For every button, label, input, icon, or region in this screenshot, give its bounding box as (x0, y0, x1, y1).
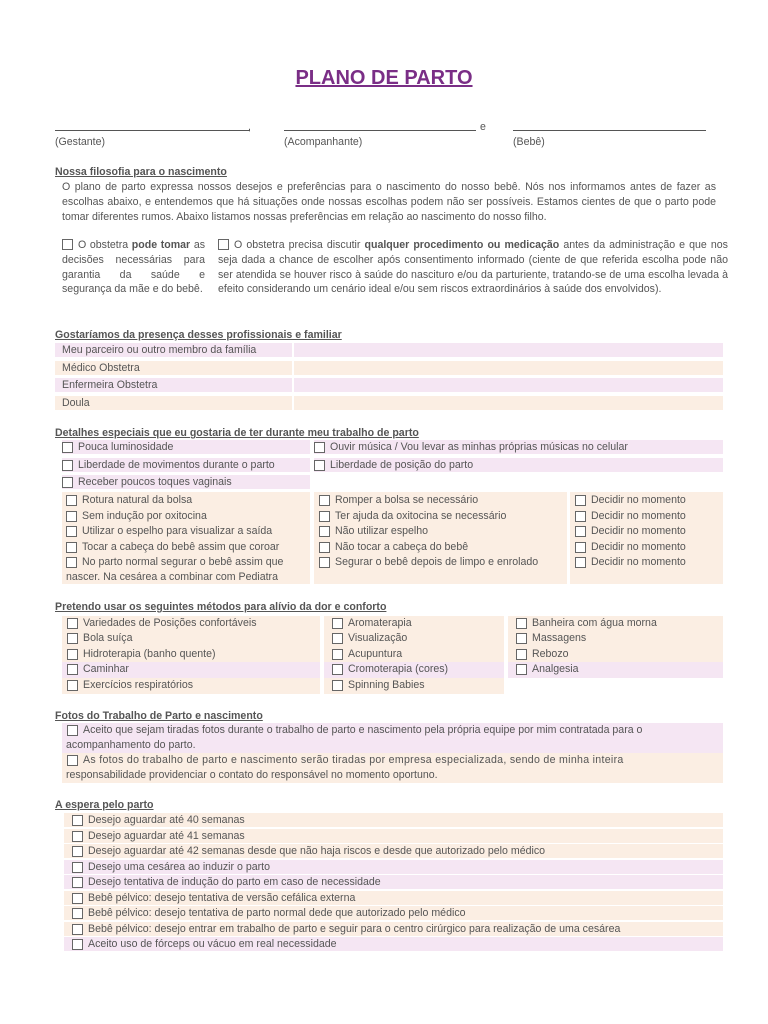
checkbox[interactable] (72, 846, 83, 857)
checkbox[interactable] (67, 618, 78, 629)
alivio-heading: Pretendo usar os seguintes métodos para alívio da dor e conforto (55, 601, 387, 613)
checkbox[interactable] (72, 893, 83, 904)
profissional-field[interactable] (294, 396, 723, 410)
espera-item: Desejo aguardar até 41 semanas (64, 829, 723, 843)
checkbox[interactable] (67, 664, 78, 675)
gestante-label: (Gestante) (55, 136, 106, 148)
checkbox[interactable] (319, 495, 330, 506)
checkbox[interactable] (62, 442, 73, 453)
detalhe-item: Não tocar a cabeça do bebê (319, 540, 468, 554)
espera-item: Desejo aguardar até 42 semanas desde que não haja riscos e desde que autorizado pelo médico (64, 844, 723, 858)
detalhe-item-cont: nascer. Na cesárea a combinar com Pediatra (66, 570, 278, 583)
alivio-item: Bola suíça (67, 631, 132, 645)
alivio-item: Aromaterapia (332, 616, 412, 630)
checkbox[interactable] (516, 649, 527, 660)
profissional-row: Enfermeira Obstetra (55, 378, 723, 392)
detalhe-item: Romper a bolsa se necessário (319, 493, 478, 507)
espera-heading: A espera pelo parto (55, 799, 154, 811)
checkbox[interactable] (332, 618, 343, 629)
fotos-option-cont: acompanhamento do parto. (66, 738, 196, 751)
checkbox[interactable] (72, 815, 83, 826)
alivio-item: Exercícios respiratórios (67, 678, 193, 692)
checkbox[interactable] (314, 442, 325, 453)
checkbox[interactable] (67, 680, 78, 691)
checkbox[interactable] (332, 664, 343, 675)
detalhe-item: Utilizar o espelho para visualizar a saída (66, 524, 272, 538)
checkbox[interactable] (67, 725, 78, 736)
profissional-field[interactable] (294, 343, 723, 357)
checkbox[interactable] (66, 511, 77, 522)
checkbox[interactable] (66, 557, 77, 568)
checkbox[interactable] (516, 618, 527, 629)
checkbox[interactable] (319, 511, 330, 522)
checkbox[interactable] (319, 526, 330, 537)
detalhe-item: Não utilizar espelho (319, 524, 428, 538)
alivio-item: Banheira com água morna (516, 616, 657, 630)
checkbox[interactable] (332, 633, 343, 644)
checkbox[interactable] (575, 557, 586, 568)
obstetra-option-right: O obstetra precisa discutir qualquer procedimento ou medicação antes da administração e que nos seja dada a chance de escolher após consentimento informado (ciente de que referida escolha pode não ser atendida se houver risco à saúde do nascituro e/ou da parturiente, tratando-se de uma escolha levada à efeito considerando um cenário ideal e/ou sem riscos extraordinários à saúde dos envolvidos). (218, 239, 728, 296)
checkbox[interactable] (332, 649, 343, 660)
checkbox[interactable] (66, 495, 77, 506)
profissional-row: Médico Obstetra (55, 361, 723, 375)
sig-comma: , (248, 121, 251, 133)
detalhe-item: Liberdade de posição do parto (314, 458, 723, 472)
checkbox[interactable] (516, 633, 527, 644)
checkbox[interactable] (72, 831, 83, 842)
checkbox[interactable] (575, 511, 586, 522)
fotos-option-cont: responsabilidade providenciar o contato do responsável no momento oportuno. (66, 768, 438, 781)
checkbox[interactable] (67, 649, 78, 660)
detalhe-item: Sem indução por oxitocina (66, 509, 207, 523)
espera-item: Aceito uso de fórceps ou vácuo em real necessidade (64, 937, 723, 951)
detalhe-item: Liberdade de movimentos durante o parto (62, 458, 310, 472)
profissional-field[interactable] (294, 361, 723, 375)
checkbox[interactable] (575, 495, 586, 506)
checkbox[interactable] (72, 862, 83, 873)
espera-item: Desejo aguardar até 40 semanas (64, 813, 723, 827)
alivio-item: Visualização (332, 631, 407, 645)
obstetra-option-left: O obstetra pode tomar as decisões necessárias para garantia da saúde e segurança da mãe e do bebê. (62, 239, 206, 296)
detalhe-item: No parto normal segurar o bebê assim que (66, 555, 283, 569)
checkbox[interactable] (575, 526, 586, 537)
alivio-item: Hidroterapia (banho quente) (67, 647, 216, 661)
detalhe-item: Receber poucos toques vaginais (62, 475, 310, 489)
fotos-heading: Fotos do Trabalho de Parto e nascimento (55, 710, 263, 722)
checkbox[interactable] (72, 908, 83, 919)
detalhe-item: Decidir no momento (575, 555, 686, 569)
checkbox[interactable] (314, 460, 325, 471)
checkbox[interactable] (319, 557, 330, 568)
alivio-item: Massagens (516, 631, 586, 645)
checkbox[interactable] (67, 633, 78, 644)
espera-item: Bebê pélvico: desejo tentativa de parto normal dede que autorizado pelo médico (64, 906, 723, 920)
checkbox[interactable] (218, 239, 229, 250)
alivio-item: Rebozo (516, 647, 569, 661)
detalhe-item: Pouca luminosidade (62, 440, 310, 454)
detalhe-item: Ouvir música / Vou levar as minhas próprias músicas no celular (314, 440, 723, 454)
acompanhante-line[interactable] (284, 130, 476, 131)
detalhe-item: Decidir no momento (575, 524, 686, 538)
profissional-row: Doula (55, 396, 723, 410)
checkbox[interactable] (67, 755, 78, 766)
detalhe-item: Tocar a cabeça do bebê assim que coroar (66, 540, 279, 554)
profissional-field[interactable] (294, 378, 723, 392)
bebe-label: (Bebê) (513, 136, 545, 148)
fotos-option: Aceito que sejam tiradas fotos durante o trabalho de parto e nascimento pela própria equipe por mim contratada para o (67, 723, 642, 737)
espera-item: Bebê pélvico: desejo entrar em trabalho de parto e seguir para o centro cirúrgico para realização de uma cesárea (64, 922, 723, 936)
page-title: PLANO DE PARTO (295, 67, 473, 89)
checkbox[interactable] (72, 939, 83, 950)
checkbox[interactable] (319, 542, 330, 553)
fotos-option: As fotos do trabalho de parto e nascimento serão tiradas por empresa especializada, sendo de minha inteira (67, 753, 715, 767)
detalhe-item: Decidir no momento (575, 540, 686, 554)
espera-item: Desejo uma cesárea ao induzir o parto (64, 860, 723, 874)
gestante-line[interactable] (55, 130, 250, 131)
alivio-item: Spinning Babies (332, 678, 425, 692)
filosofia-heading: Nossa filosofia para o nascimento (55, 166, 227, 178)
espera-item: Bebê pélvico: desejo tentativa de versão cefálica externa (64, 891, 723, 905)
alivio-item: Caminhar (67, 662, 129, 676)
alivio-item: Analgesia (516, 662, 579, 676)
alivio-item: Cromoterapia (cores) (332, 662, 448, 676)
checkbox[interactable] (72, 924, 83, 935)
checkbox[interactable] (62, 239, 73, 250)
checkbox[interactable] (332, 680, 343, 691)
alivio-item: Variedades de Posições confortáveis (67, 616, 257, 630)
checkbox[interactable] (62, 460, 73, 471)
sig-e: e (480, 121, 486, 133)
profissionais-heading: Gostaríamos da presença desses profissionais e familiar (55, 329, 342, 341)
detalhe-item: Rotura natural da bolsa (66, 493, 192, 507)
checkbox[interactable] (62, 477, 73, 488)
detalhe-item: Segurar o bebê depois de limpo e enrolado (319, 555, 538, 569)
detalhe-item: Decidir no momento (575, 493, 686, 507)
detalhe-item: Decidir no momento (575, 509, 686, 523)
detalhe-item: Ter ajuda da oxitocina se necessário (319, 509, 506, 523)
alivio-item: Acupuntura (332, 647, 402, 661)
profissional-row: Meu parceiro ou outro membro da família (55, 343, 723, 357)
checkbox[interactable] (66, 526, 77, 537)
checkbox[interactable] (516, 664, 527, 675)
bebe-line[interactable] (513, 130, 706, 131)
checkbox[interactable] (575, 542, 586, 553)
espera-item: Desejo tentativa de indução do parto em caso de necessidade (64, 875, 723, 889)
detalhes-heading: Detalhes especiais que eu gostaria de ter durante meu trabalho de parto (55, 427, 419, 439)
checkbox[interactable] (66, 542, 77, 553)
acompanhante-label: (Acompanhante) (284, 136, 363, 148)
checkbox[interactable] (72, 877, 83, 888)
filosofia-text: O plano de parto expressa nossos desejos e preferências para o nascimento do nosso bebê. Nós nos informamos antes de fazer as escolhas abaixo, e entendemos que há situações onde nossas escolhas podem não ser possíveis. Estamos cientes de que o parto pode tomar diferentes rumos. Abaixo listamos nossas preferências em relação ao nascimento do nosso filho. (62, 181, 716, 223)
